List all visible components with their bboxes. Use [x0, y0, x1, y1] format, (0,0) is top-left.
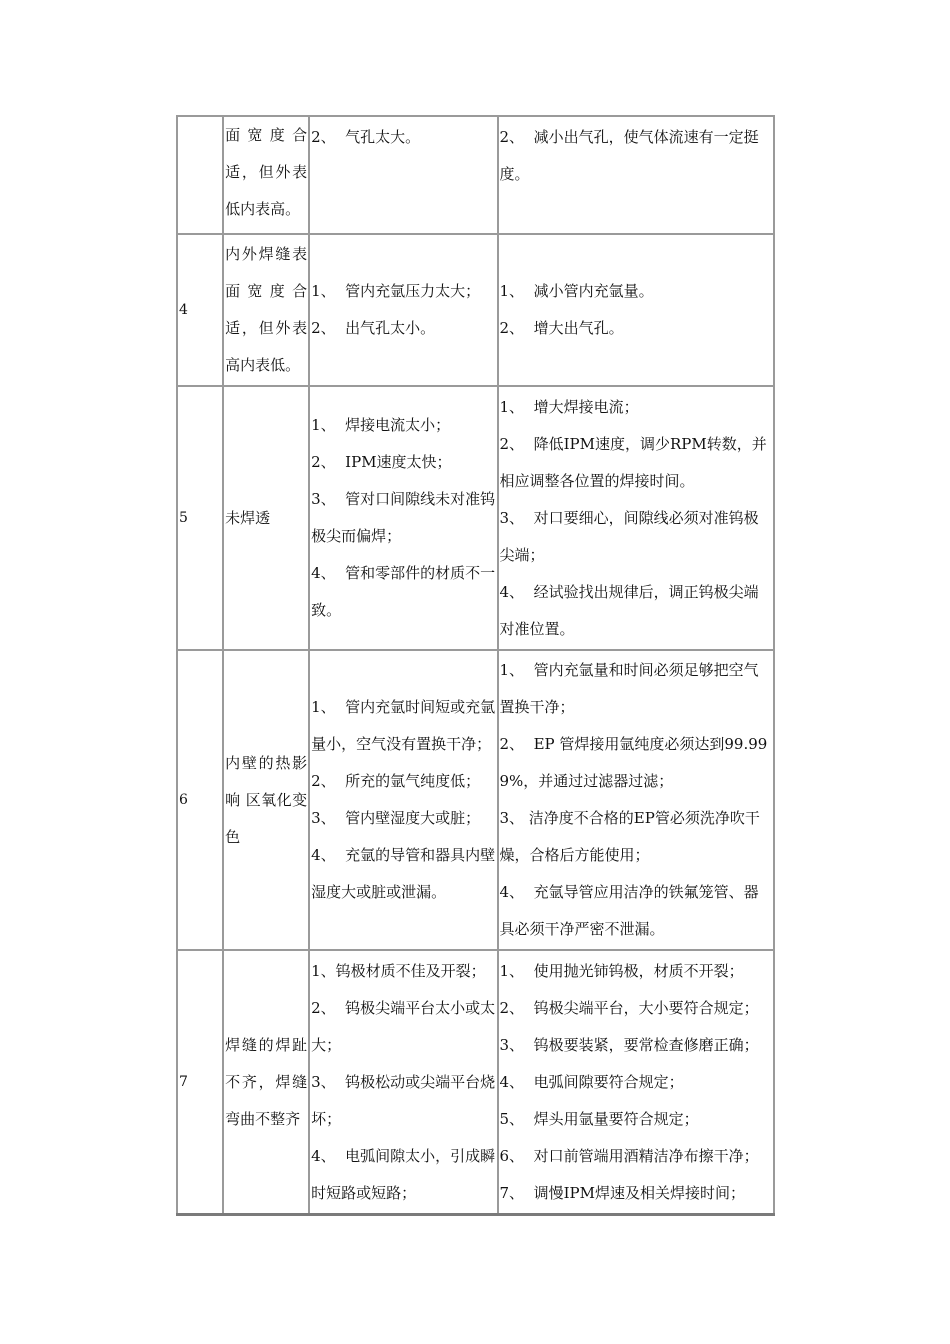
cause-item: 2、 钨极尖端平台太小或太大； — [311, 998, 496, 1054]
row-number — [177, 116, 223, 234]
cause-item: 1、 焊接电流太小； — [311, 416, 451, 434]
fix-item: 1、 增大焊接电流； — [499, 397, 639, 416]
table-row — [177, 950, 774, 1215]
fix-item: 2、 增大出气孔。 — [499, 319, 624, 337]
fix-item: 1、 管内充氩量和时间必须足够把空气置换干净； — [499, 661, 759, 716]
table-row — [177, 116, 774, 234]
fix-item: 5、 焊头用氩量要符合规定； — [499, 1109, 699, 1128]
fix-item: 3、 对口要细心，间隙线必须对准钨极尖端； — [499, 508, 759, 564]
row-number: 4 — [177, 234, 223, 386]
table-row — [177, 386, 774, 650]
cause-item: 4、 电弧间隙太小，引成瞬时短路或短路； — [311, 1146, 496, 1202]
fix-item: 7、 调慢IPM焊速及相关焊接时间； — [499, 1183, 745, 1202]
defect-causes — [309, 234, 497, 386]
defect-phenomenon: 未焊透 — [223, 386, 309, 650]
defect-fixes — [498, 950, 775, 1215]
row-number: 5 — [177, 386, 223, 650]
cause-item: 4、 管和零部件的材质不一致。 — [311, 564, 496, 619]
fix-item: 4、 充氩导管应用洁净的铁氟笼管、器具必须干净严密不泄漏。 — [499, 883, 759, 938]
fix-item: 1、 减小管内充氩量。 — [499, 282, 654, 300]
cause-item: 1、钨极材质不佳及开裂； — [311, 961, 486, 980]
cause-item: 2、 所充的氩气纯度低； — [311, 772, 481, 790]
defect-phenomenon: 内外焊缝表面宽度合适，但外表高内表低。 — [223, 234, 309, 386]
defect-causes — [309, 116, 497, 234]
defect-causes — [309, 650, 497, 950]
fix-item: 4、 经试验找出规律后，调正钨极尖端对准位置。 — [499, 582, 759, 638]
defect-causes — [309, 386, 497, 650]
cause-item: 1、 管内充氩压力太大； — [311, 282, 481, 300]
fix-item: 2、 减小出气孔，使气体流速有一定挺度。 — [499, 128, 759, 183]
table-row — [177, 650, 774, 950]
fix-item: 2、 EP 管焊接用氩纯度必须达到99.999%，并通过过滤器过滤； — [499, 735, 768, 790]
cause-item: 3、 管内壁湿度大或脏； — [311, 809, 481, 827]
defect-fixes — [498, 386, 775, 650]
cause-item: 2、 出气孔太小。 — [311, 319, 436, 337]
fix-item: 1、 使用抛光铈钨极，材质不开裂； — [499, 961, 744, 980]
fix-item: 2、 降低IPM速度，调少RPM转数，并相应调整各位置的焊接时间。 — [499, 434, 767, 490]
row-number: 6 — [177, 650, 223, 950]
defect-fixes — [498, 116, 775, 234]
fix-item: 6、 对口前管端用酒精洁净布擦干净； — [499, 1146, 759, 1165]
fix-item: 2、 钨极尖端平台，大小要符合规定； — [499, 998, 759, 1017]
defect-causes — [309, 950, 497, 1215]
cause-item: 3、 钨极松动或尖端平台烧坏； — [311, 1072, 496, 1128]
cause-item: 3、 管对口间隙线未对准钨极尖而偏焊； — [311, 490, 496, 545]
defect-phenomenon: 面宽度合适，但外表低内表高。 — [223, 116, 309, 234]
defect-phenomenon: 内壁的热影响 区氧化变色 — [223, 650, 309, 950]
cause-item: 2、 气孔太大。 — [311, 128, 421, 146]
fix-item: 4、 电弧间隙要符合规定； — [499, 1072, 684, 1091]
table-row — [177, 234, 774, 386]
cause-item: 4、 充氩的导管和器具内壁湿度大或脏或泄漏。 — [311, 846, 496, 901]
row-number: 7 — [177, 950, 223, 1215]
defect-table — [176, 115, 775, 1216]
cause-item: 2、 IPM速度太快； — [311, 453, 452, 471]
defect-phenomenon: 焊缝的焊趾不齐，焊缝弯曲不整齐 — [223, 950, 309, 1215]
fix-item: 3、 洁净度不合格的EP管必须洗净吹干燥，合格后方能使用； — [499, 809, 760, 864]
defect-fixes — [498, 234, 775, 386]
fix-item: 3、 钨极要装紧，要常检查修磨正确； — [499, 1035, 759, 1054]
cause-item: 1、 管内充氩时间短或充氩量小，空气没有置换干净； — [311, 698, 496, 753]
defect-fixes — [498, 650, 775, 950]
